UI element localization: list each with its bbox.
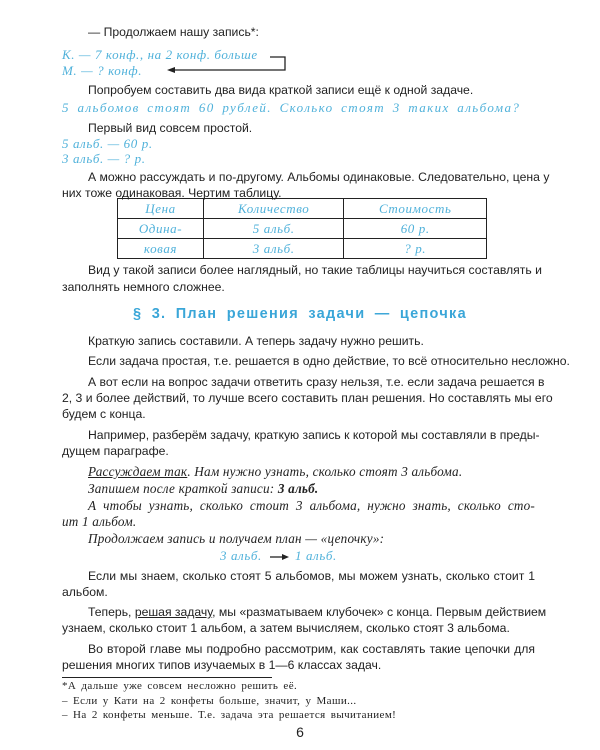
- record-k-line: К. — 7 конф., на 2 конф. больше: [62, 47, 258, 62]
- paragraph-line: [88, 604, 547, 620]
- table-cell: 60 р.: [344, 219, 487, 239]
- reasoning-text: Запишем после краткой записи:: [88, 481, 278, 496]
- table-cell: 3 альб.: [203, 239, 343, 259]
- reasoning-text: . Нам нужно узнать, сколько стоят 3 альбома.: [187, 464, 463, 479]
- table-header: Количество: [203, 199, 343, 219]
- reasoning-line: ит 1 альбом.: [62, 514, 137, 529]
- paragraph-line: альбом.: [62, 585, 108, 599]
- bold-record: 3 альб.: [277, 481, 319, 496]
- paragraph-line: них тоже одинаковая. Чертим таблицу.: [62, 186, 282, 200]
- footnote-line: – На 2 конфеты меньше. Т.е. задача эта решается вычитанием!: [62, 709, 397, 721]
- paragraph-line: Например, разберём задачу, краткую запись к которой мы составляли в преды-: [88, 428, 540, 442]
- price-table: [117, 198, 487, 259]
- paragraph-line: дущем параграфе.: [62, 444, 169, 458]
- paragraph-line: узнаем, сколько стоит 1 альбом, а затем вычисляем, сколько стоят 3 альбома.: [62, 621, 510, 635]
- reasoning-line: [88, 464, 535, 480]
- paragraph-line: Во второй главе мы подробно рассмотрим, как составлять такие цепочки для: [88, 642, 535, 656]
- problem-text: 5 альбомов стоят 60 рублей. Сколько стоят 3 таких альбома?: [62, 100, 521, 115]
- paragraph-line: будем с конца.: [62, 407, 146, 421]
- record-line: 3 альб. — ? р.: [62, 151, 146, 166]
- underlined-phrase: решая задачу: [134, 605, 213, 619]
- text: , мы «разматываем клубочек» с конца. Первым действием: [212, 605, 547, 619]
- intro-line: — Продолжаем нашу запись*:: [88, 25, 259, 39]
- table-cell: ? р.: [344, 239, 487, 259]
- paragraph-line: заполнять немного сложнее.: [62, 280, 225, 294]
- section-heading: § 3. План решения задачи — цепочка: [133, 306, 467, 322]
- table-cell: Одина-: [118, 219, 204, 239]
- footnote-divider: [62, 677, 272, 678]
- underlined-phrase: Рассуждаем так: [88, 464, 188, 479]
- paragraph-line: А вот если на вопрос задачи ответить сразу нельзя, т.е. если задача решается в: [88, 375, 545, 389]
- footnote-line: – Если у Кати на 2 конфеты больше, значит, у Маши...: [62, 695, 357, 707]
- table-header: Стоимость: [344, 199, 487, 219]
- paragraph: Если задача простая, т.е. решается в одно действие, то всё относительно несложно.: [88, 354, 570, 368]
- record-m-line: М. — ? конф.: [62, 63, 143, 78]
- table-cell: 5 альб.: [203, 219, 343, 239]
- paragraph-line: решения многих типов изучаемых в 1—6 классах задач.: [62, 658, 382, 672]
- chain-to: 1 альб.: [295, 548, 337, 563]
- page-number: 6: [296, 724, 304, 740]
- reasoning-line: [88, 481, 535, 497]
- table-cell: ковая: [118, 239, 204, 259]
- chain-from: 3 альб.: [220, 548, 262, 563]
- paragraph-line: Вид у такой записи более наглядный, но такие таблицы научиться составлять и: [88, 263, 542, 277]
- paragraph-line: А можно рассуждать и по-другому. Альбомы одинаковые. Следовательно, цена у: [88, 170, 550, 184]
- paragraph: Краткую запись составили. А теперь задачу нужно решить.: [88, 334, 424, 348]
- table-row: [118, 219, 487, 239]
- table-row: [118, 239, 487, 259]
- paragraph: Первый вид совсем простой.: [88, 121, 253, 135]
- reasoning-line: А чтобы узнать, сколько стоит 3 альбома, нужно знать, сколько сто-: [88, 498, 535, 513]
- footnote-line: *А дальше уже совсем несложно решить её.: [62, 680, 298, 692]
- paragraph: Попробуем составить два вида краткой записи ещё к одной задаче.: [88, 83, 474, 97]
- text: Теперь,: [88, 605, 135, 619]
- table-header: Цена: [118, 199, 204, 219]
- paragraph-line: Если мы знаем, сколько стоят 5 альбомов, мы можем узнать, сколько стоит 1: [88, 569, 535, 583]
- paragraph-line: 2, 3 и более действий, то лучше всего составить план решения. Но составлять мы его: [62, 391, 553, 405]
- table-header-row: [118, 199, 487, 219]
- reasoning-line: Продолжаем запись и получаем план — «цепочку»:: [88, 531, 385, 546]
- record-line: 5 альб. — 60 р.: [62, 136, 153, 151]
